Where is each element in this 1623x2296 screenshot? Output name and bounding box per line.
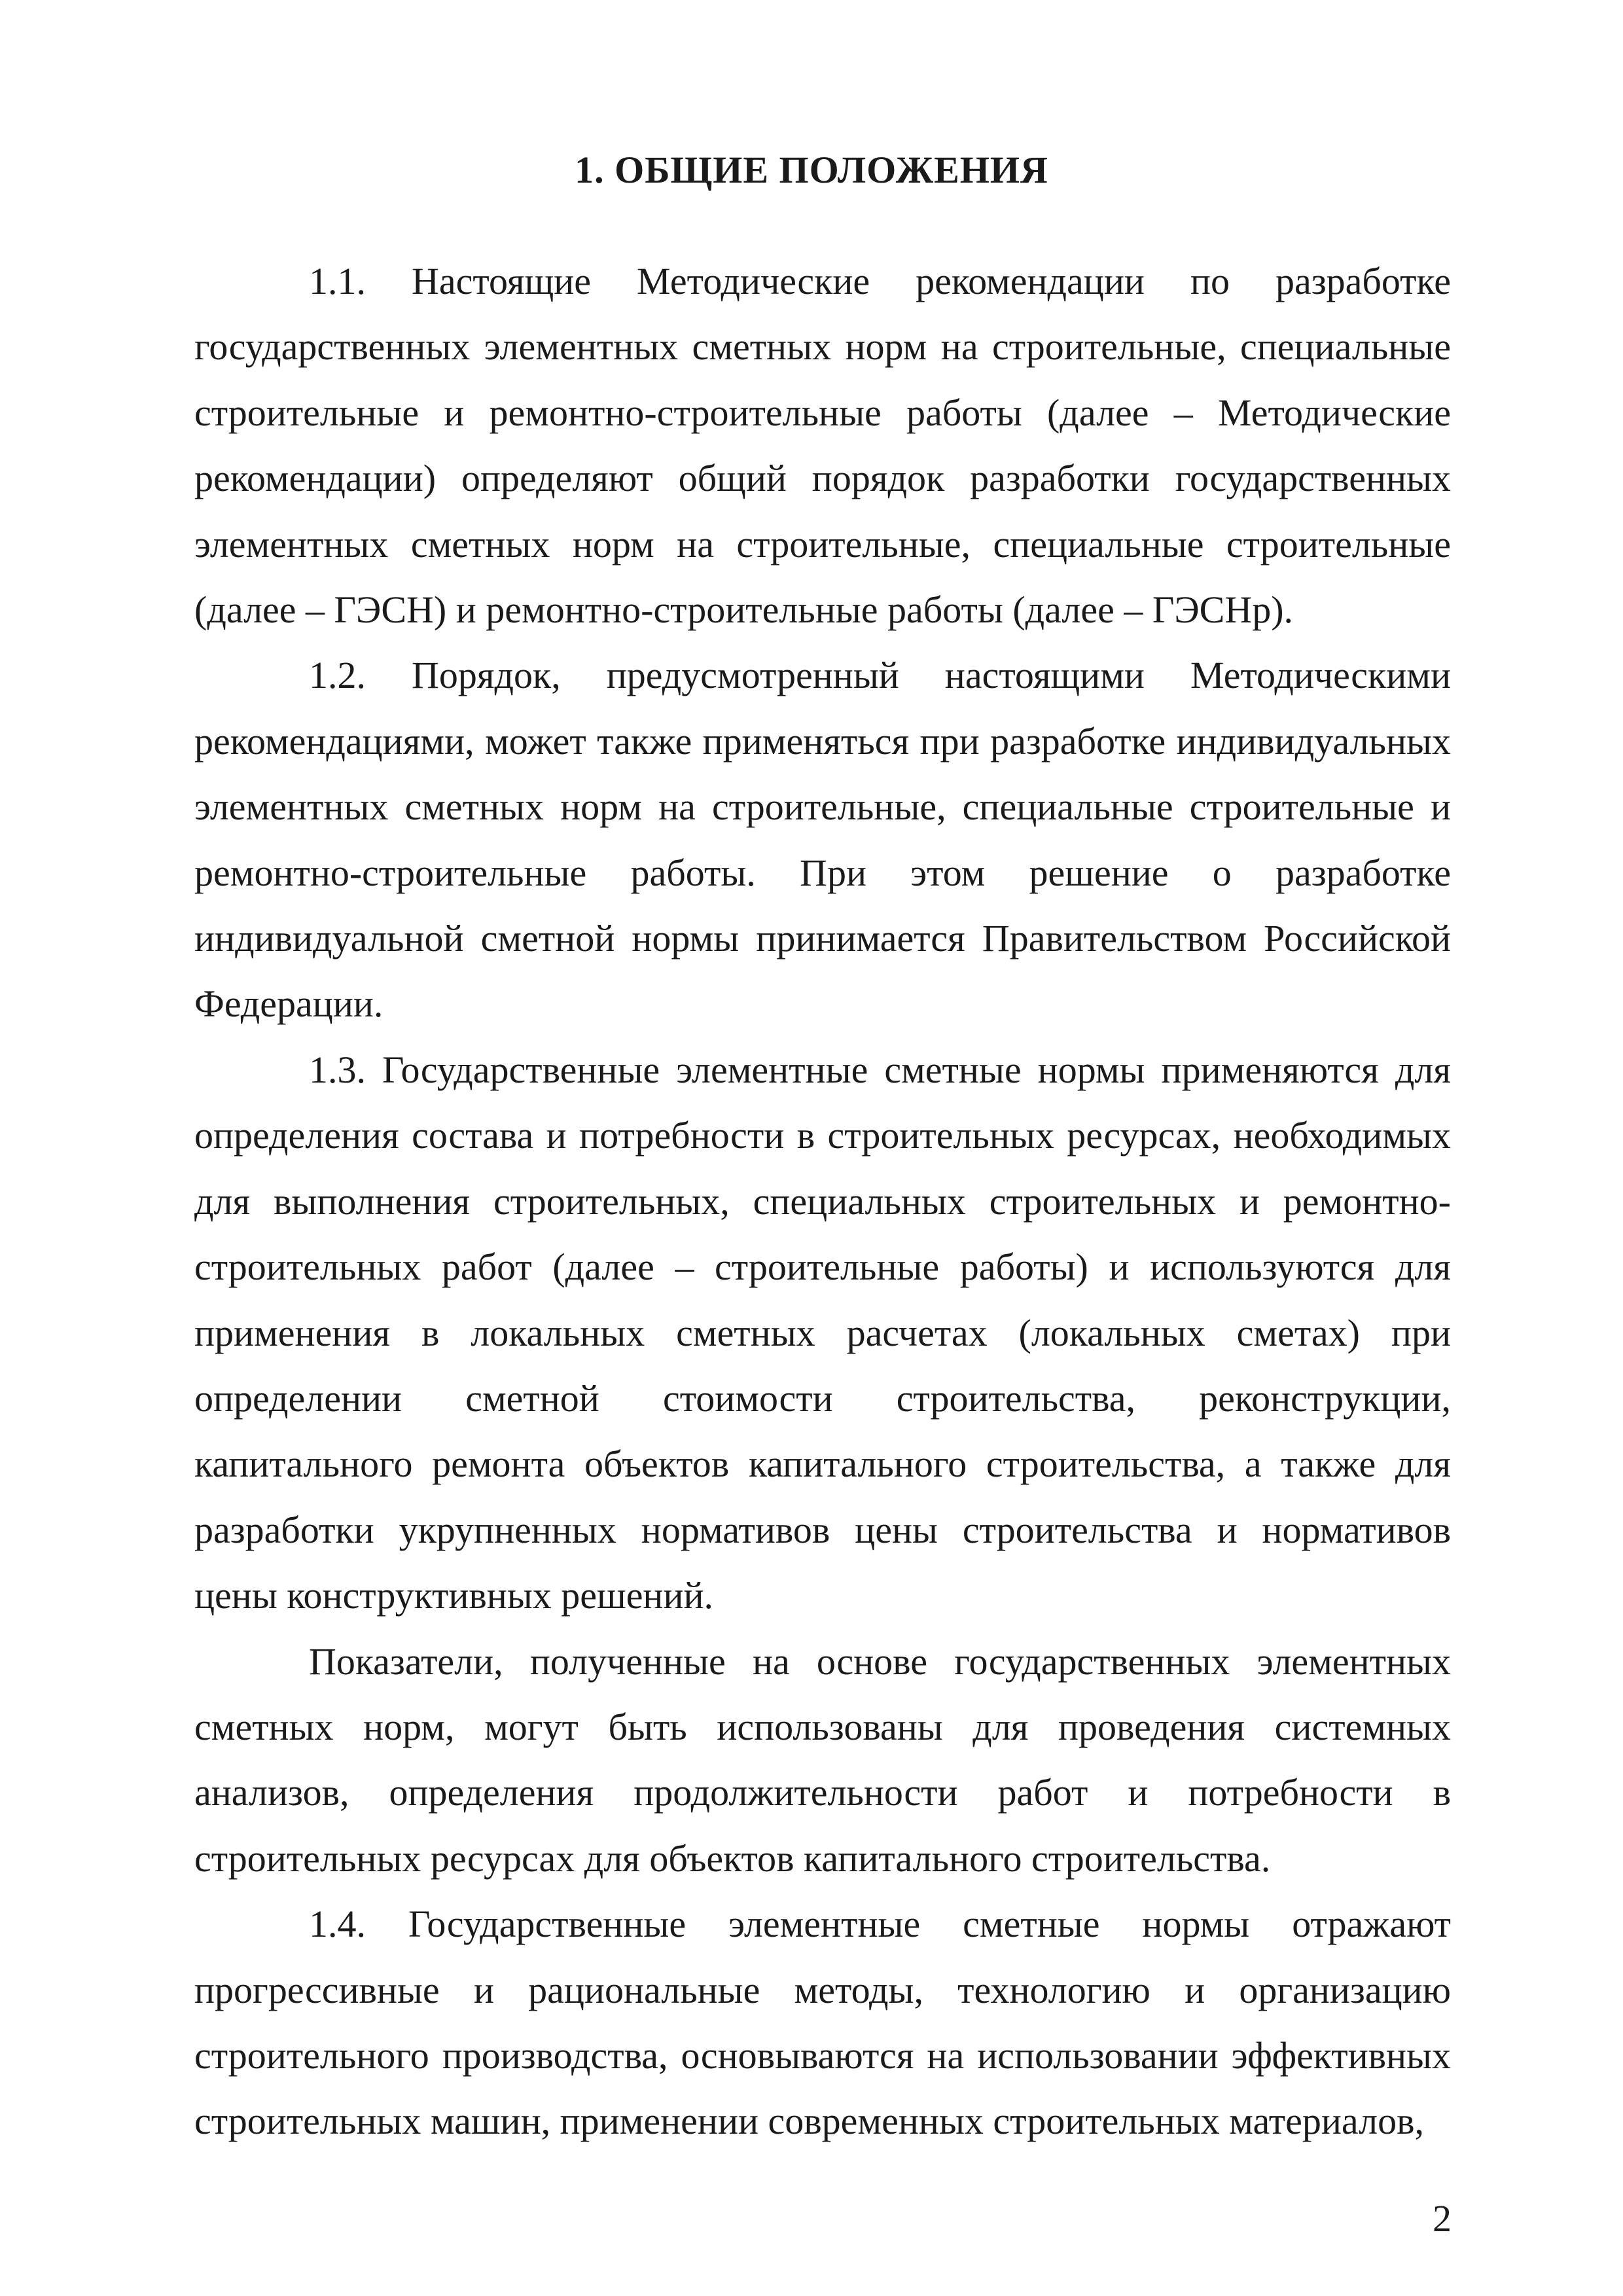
paragraph-1-3: 1.3. Государственные элементные сметные нормы применяются для определения состава и потребности в строительных ресурсах, необходимых для выполнения строительных, специальных строительных и ремонтно-строительных работ (далее – строительные работы) и используются для применения в локальных сметных расчетах (локальных сметах) при определении сметной стоимости строительства, реконструкции, капитального ремонта объектов капитального строительства, а также для разработки укрупненных нормативов цены строительства и нормативов цены конструктивных решений. (194, 1048, 1451, 1617)
page-number: 2 (1433, 2197, 1452, 2240)
section-heading: 1. ОБЩИЕ ПОЛОЖЕНИЯ (575, 149, 1048, 191)
paragraph-1-2: 1.2. Порядок, предусмотренный настоящими Методическими рекомендациями, может также применяться при разработке индивидуальных элементных сметных норм на строительные, специальные строительные и ремонтно-строительные работы. При этом решение о разработке индивидуальной сметной нормы принимается Правительством Российской Федерации. (194, 654, 1451, 1026)
paragraph-1-1: 1.1. Настоящие Методические рекомендации по разработке государственных элементных сметных норм на строительные, специальные строительные и ремонтно-строительные работы (далее – Методические рекомендации) определяют общий порядок разработки государственных элементных сметных норм на строительные, специальные строительные (далее – ГЭСН) и ремонтно-строительные работы (далее – ГЭСНр). (194, 260, 1451, 632)
paragraph-1-4: 1.4. Государственные элементные сметные нормы отражают прогрессивные и рациональные методы, технологию и организацию строительного производства, основываются на использовании эффективных строительных машин, применении современных строительных материалов, (194, 1903, 1451, 2143)
paragraph-indicators: Показатели, полученные на основе государственных элементных сметных норм, могут быть использованы для проведения системных анализов, определения продолжительности работ и потребности в строительных ресурсах для объектов капитального строительства. (194, 1640, 1451, 1880)
document-body (194, 249, 1451, 2155)
